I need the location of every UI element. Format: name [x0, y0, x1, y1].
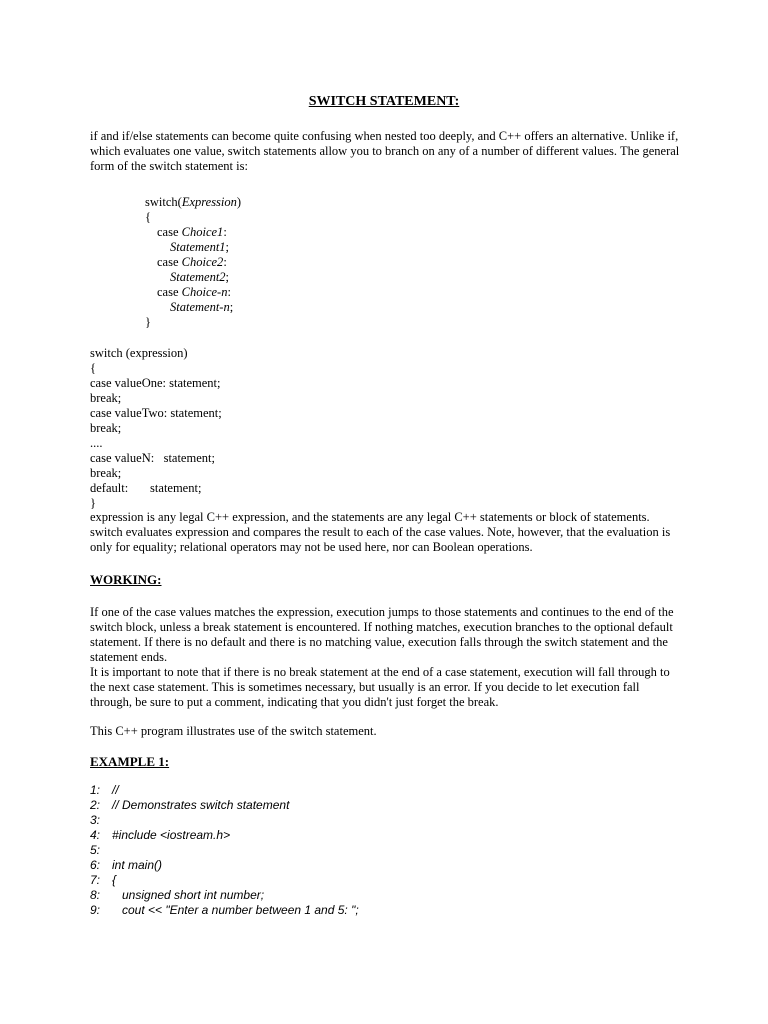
syntax-line: break; — [90, 466, 122, 480]
line-number: 5: — [90, 843, 101, 857]
line-code: int main() — [112, 858, 163, 872]
line-code: // Demonstrates switch statement — [112, 798, 290, 812]
code-line — [90, 903, 590, 918]
syntax-listing — [90, 346, 590, 511]
syntax-line: { — [90, 361, 96, 375]
working-heading: WORKING: — [90, 572, 162, 587]
line-number: 1: — [90, 783, 101, 797]
code-line — [90, 858, 590, 873]
working-text-1: If one of the case values matches the expression, execution jumps to those statements and continues to the end of the switch block, unless a break statement is encountered. If nothing matches, execution branches to the optional default statement. If there is no default and there is no matching value, execution falls through the switch statement and the statement ends. — [90, 605, 674, 664]
general-form-line: case Choice2: — [157, 255, 227, 269]
line-number: 9: — [90, 903, 101, 917]
example-heading: EXAMPLE 1: — [90, 754, 170, 769]
syntax-line: case valueN: statement; — [90, 451, 215, 465]
syntax-line: break; — [90, 421, 122, 435]
line-number: 8: — [90, 888, 101, 902]
general-form-line: case Choice1: — [157, 225, 227, 239]
line-code: cout << "Enter a number between 1 and 5: "; — [112, 903, 359, 917]
code-line — [90, 888, 590, 903]
line-number: 6: — [90, 858, 101, 872]
syntax-line: switch (expression) — [90, 346, 188, 360]
line-code: // — [112, 783, 119, 797]
code-line — [90, 873, 590, 888]
syntax-line: case valueTwo: statement; — [90, 406, 222, 420]
working-text-2: It is important to note that if there is no break statement at the end of a case statement, execution will fall through to the next case statement. This is sometimes necessary, but usually is an error. If you decide to let execution fall through, be sure to put a comment, indicating that you didn't just forget the break. — [90, 665, 670, 709]
code-line — [90, 813, 590, 828]
code-line — [90, 828, 590, 843]
program-intro-text: This C++ program illustrates use of the switch statement. — [90, 724, 377, 738]
line-number: 4: — [90, 828, 101, 842]
general-form-line: case Choice-n: — [157, 285, 231, 299]
code-line — [90, 843, 590, 858]
syntax-line: case valueOne: statement; — [90, 376, 221, 390]
line-code: { — [112, 873, 117, 887]
program-intro-paragraph — [90, 724, 680, 739]
syntax-line: .... — [90, 436, 103, 450]
explanation-text: expression is any legal C++ expression, and the statements are any legal C++ statements or block of statements. switch evaluates expression and compares the result to each of the case values. Note, however, that the evaluation is only for equality; relational operators may not be used here, nor can Boolean operations. — [90, 510, 671, 554]
syntax-line: } — [90, 496, 96, 510]
explanation-paragraph — [90, 510, 680, 555]
working-paragraph — [90, 605, 680, 710]
general-form-line: { — [145, 210, 151, 224]
general-form-line: Statement1; — [170, 240, 230, 254]
code-line — [90, 798, 590, 813]
intro-paragraph — [90, 129, 680, 174]
code-line — [90, 783, 590, 798]
page-title: SWITCH STATEMENT: — [308, 94, 460, 109]
general-form-line: } — [145, 315, 151, 329]
general-form-line: switch(Expression) — [145, 195, 242, 209]
line-number: 7: — [90, 873, 101, 887]
general-form-block — [145, 195, 545, 330]
intro-text: if and if/else statements can become quite confusing when nested too deeply, and C++ offers an alternative. Unlike if, which evaluates one value, switch statements allow you to branch on any of a number of different values. The general form of the switch statement is: — [90, 129, 680, 173]
general-form-line: Statement-n; — [170, 300, 234, 314]
syntax-line: default: statement; — [90, 481, 202, 495]
general-form-line: Statement2; — [170, 270, 230, 284]
line-code: unsigned short int number; — [112, 888, 265, 902]
line-number: 2: — [90, 798, 101, 812]
line-code: #include <iostream.h> — [112, 828, 231, 842]
syntax-line: break; — [90, 391, 122, 405]
line-number: 3: — [90, 813, 101, 827]
example-code-listing — [90, 783, 590, 918]
